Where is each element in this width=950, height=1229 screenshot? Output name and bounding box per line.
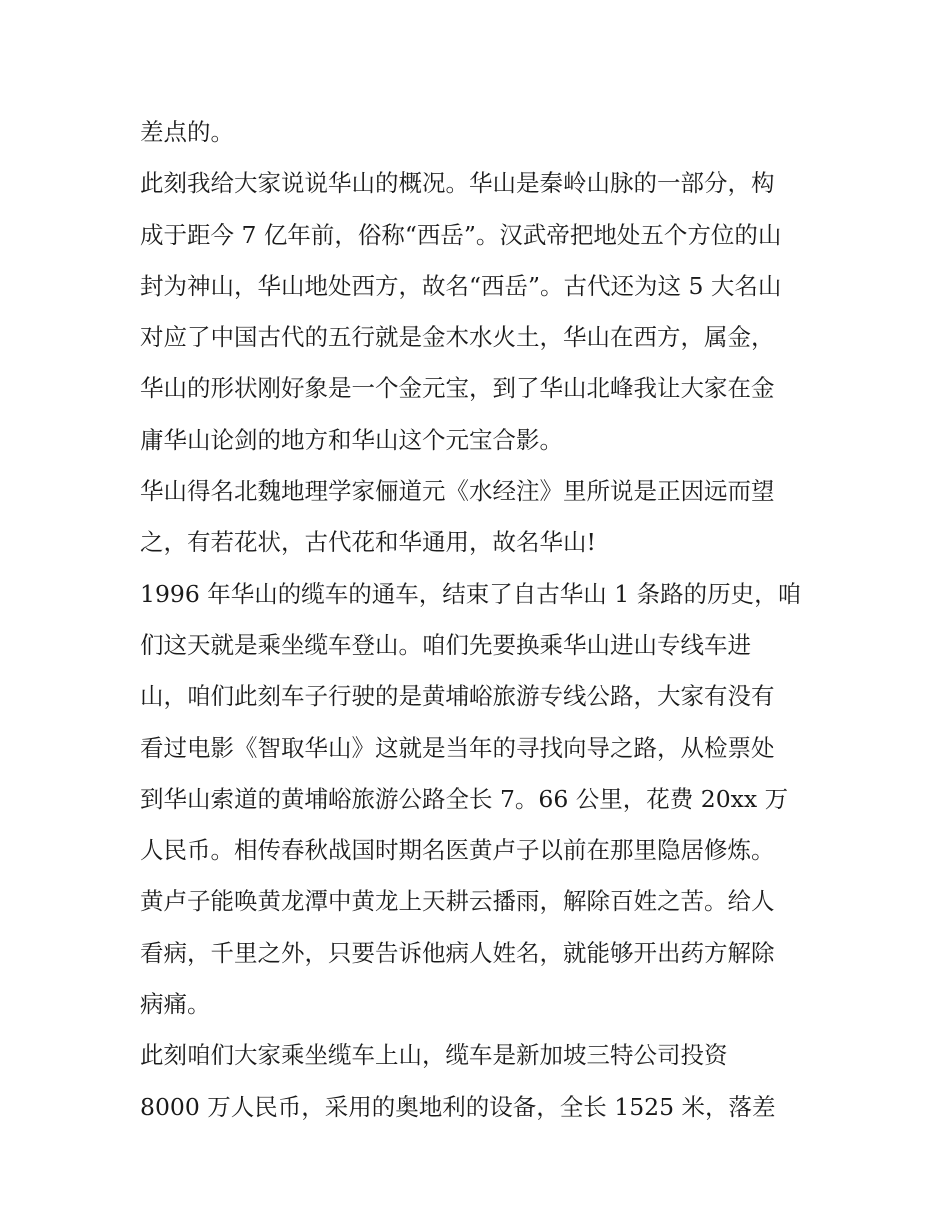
text-line: 8000 万人民币，采用的奥地利的设备，全长 1525 米，落差: [140, 1092, 776, 1121]
text-line: 之，有若花状，古代花和华通用，故名华山!: [140, 528, 596, 557]
text-line: 华山的形状刚好象是一个金元宝，到了华山北峰我让大家在金: [140, 374, 775, 403]
text-line: 到华山索道的黄埔峪旅游公路全长 7。66 公里，花费 20xx 万: [140, 784, 789, 813]
text-line: 1996 年华山的缆车的通车，结束了自古华山 1 条路的历史，咱: [140, 579, 802, 608]
text-line: 看过电影《智取华山》这就是当年的寻找向导之路，从检票处: [140, 733, 775, 762]
text-line: 成于距今 7 亿年前，俗称“西岳”。汉武帝把地处五个方位的山: [140, 220, 782, 249]
text-line: 庸华山论剑的地方和华山这个元宝合影。: [140, 425, 563, 454]
text-line: 黄卢子能唤黄龙潭中黄龙上天耕云播雨，解除百姓之苦。给人: [140, 887, 775, 916]
text-line: 此刻咱们大家乘坐缆车上山，缆车是新加坡三特公司投资: [140, 1041, 728, 1070]
text-line: 差点的。: [140, 118, 234, 146]
text-line: 华山得名北魏地理学家俪道元《水经注》里所说是正因远而望: [140, 477, 775, 506]
text-line: 人民币。相传春秋战国时期名医黄卢子以前在那里隐居修炼。: [140, 836, 775, 865]
text-line: 看病，千里之外，只要告诉他病人姓名，就能够开出药方解除: [140, 938, 775, 967]
text-line: 病痛。: [140, 990, 211, 1019]
document-body: [140, 107, 820, 1133]
text-line: 们这天就是乘坐缆车登山。咱们先要换乘华山进山专线车进: [140, 630, 751, 659]
text-line: 对应了中国古代的五行就是金木水火土，华山在西方，属金，: [140, 323, 775, 352]
text-line: 此刻我给大家说说华山的概况。华山是秦岭山脉的一部分，构: [140, 169, 775, 198]
text-line: 山，咱们此刻车子行驶的是黄埔峪旅游专线公路，大家有没有: [140, 682, 775, 711]
text-line: 封为神山，华山地处西方，故名“西岳”。古代还为这 5 大名山: [140, 271, 782, 300]
